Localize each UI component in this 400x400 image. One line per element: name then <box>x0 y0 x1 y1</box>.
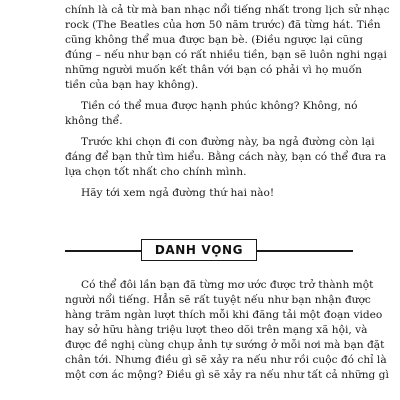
heading-title: DANH VỌNG <box>141 239 257 261</box>
text-line: hàng trăm ngàn lượt thích mỗi khi đăng tải một đoạn video <box>65 309 383 321</box>
text-line: chân tới. Nhưng điều gì sẽ xảy ra nếu như rồi cuộc đó chỉ là <box>65 354 387 366</box>
partial-top-line-clip <box>65 0 353 1</box>
partial-text-line <box>65 0 353 1</box>
text-line: Có thể đôi lần bạn đã từng mơ ước được trở thành một <box>81 279 374 291</box>
text-line: Tiền có thể mua được hạnh phúc không? Không, nó <box>81 100 358 112</box>
text-line: Hãy tới xem ngả đường thứ hai nào! <box>81 187 275 199</box>
text-line: rock (The Beatles của hơn 50 năm trước) đã từng hát. Tiền <box>65 19 381 31</box>
heading-rule-left <box>65 250 141 252</box>
text-line: hay sở hữu hàng triệu lượt theo dõi trên mạng xã hội, và <box>65 324 368 336</box>
text-line: đáng để bạn thử tìm hiểu. Bằng cách này, bạn có thể đưa ra <box>65 151 387 163</box>
text-line: một cơn ác mộng? Điều gì sẽ xảy ra nếu như tất cả những gì <box>65 369 389 381</box>
heading-rule-right <box>257 250 353 252</box>
text-line: Trước khi chọn đi con đường này, ba ngả đường còn lại <box>81 136 375 148</box>
text-line: cũng không thể mua được bạn bè. (Điều ngược lại cũng <box>65 34 363 46</box>
text-line: được đề nghị cùng chụp ảnh tự sướng ở mỗi nơi mà bạn đặt <box>65 339 385 351</box>
text-line: chính là cả từ mà ban nhạc nổi tiếng nhất trong lịch sử nhạc <box>65 4 390 16</box>
text-line: lựa chọn tốt nhất cho chính mình. <box>65 166 247 178</box>
text-line: người nổi tiếng. Hẳn sẽ rất tuyệt nếu như bạn nhận được <box>65 294 371 306</box>
text-line: đúng – nếu như bạn có rất nhiều tiền, bạn sẽ luôn nghi ngại <box>65 49 387 61</box>
text-line: những người muốn kết thân với bạn có phải vì họ muốn <box>65 64 362 76</box>
text-line: không thể. <box>65 115 123 127</box>
text-line: tiền của bạn hay không). <box>65 79 199 91</box>
